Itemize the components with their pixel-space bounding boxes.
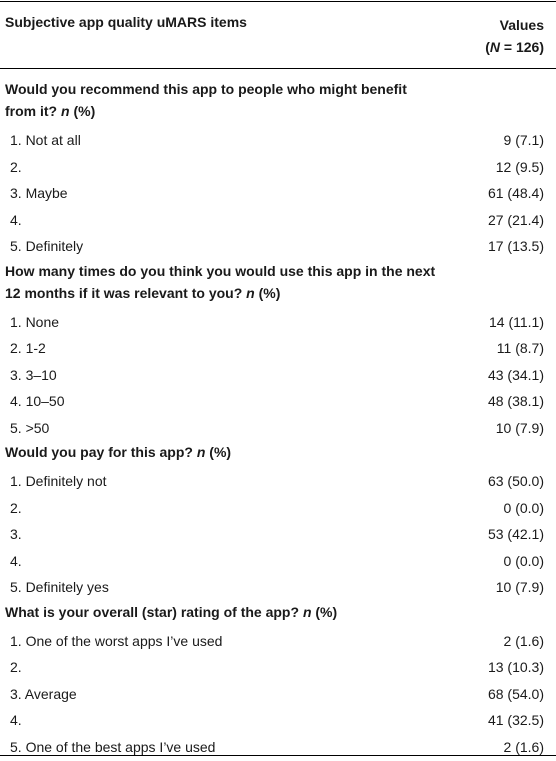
row-value: 10 (7.9)	[495, 419, 544, 436]
row-value: 10 (7.9)	[495, 579, 544, 595]
row-label: 2. 1-2	[10, 340, 46, 356]
table-row	[0, 362, 556, 389]
row-label: 3.	[10, 526, 22, 542]
row-value: 0 (0.0)	[503, 552, 544, 569]
table-bottom-rule	[0, 755, 556, 756]
row-label: 5. >50	[10, 419, 50, 436]
row-label: 2.	[10, 659, 22, 675]
section-recommend	[0, 78, 556, 260]
row-label: 3. Maybe	[10, 185, 68, 201]
row-label: 5. One of the best apps I’ve used	[10, 738, 216, 755]
table-row	[0, 681, 556, 708]
row-value: 2 (1.6)	[503, 632, 544, 649]
row-value: 13 (10.3)	[487, 659, 544, 675]
row-value: 11 (8.7)	[496, 340, 544, 356]
row-value: 2 (1.6)	[503, 738, 544, 755]
table-row	[0, 521, 556, 548]
table-row	[0, 628, 556, 655]
section-title: What is your overall (star) rating of the app? n (%)	[5, 603, 338, 620]
row-label: 4. 10–50	[10, 393, 65, 409]
row-label: 1. One of the worst apps I’ve used	[10, 632, 223, 649]
row-value: 48 (38.1)	[487, 393, 544, 409]
row-value: 68 (54.0)	[487, 685, 544, 702]
section-star-rating	[0, 601, 556, 761]
row-label: 1. None	[10, 313, 60, 330]
table-row	[0, 127, 556, 154]
table-row	[0, 388, 556, 415]
row-value: 0 (0.0)	[503, 499, 544, 516]
table-row	[0, 468, 556, 495]
table-header	[0, 1, 556, 68]
row-label: 5. Definitely yes	[10, 579, 109, 595]
row-label: 1. Not at all	[10, 132, 81, 148]
row-value: 12 (9.5)	[495, 158, 544, 175]
table-row	[0, 734, 556, 761]
row-label: 1. Definitely not	[10, 473, 107, 489]
row-label: 2.	[10, 158, 22, 175]
table-row	[0, 548, 556, 575]
row-value: 63 (50.0)	[487, 473, 544, 489]
table-row	[0, 207, 556, 234]
section-title: Would you recommend this app to people who might benefit from it? n (%)	[5, 81, 407, 119]
section-title: Would you pay for this app? n (%)	[5, 444, 232, 460]
table-row	[0, 495, 556, 522]
table-header-rule	[0, 68, 556, 69]
row-value: 17 (13.5)	[487, 238, 544, 254]
row-value: 14 (11.1)	[489, 313, 544, 330]
table-row	[0, 180, 556, 207]
table-row	[0, 335, 556, 362]
row-value: 9 (7.1)	[503, 132, 544, 148]
section-title: How many times do you think you would use this app in the next 12 months if it was relevant to you? n (%)	[5, 262, 436, 301]
row-label: 4.	[10, 211, 22, 228]
row-value: 43 (34.1)	[487, 366, 544, 383]
table-row	[0, 707, 556, 734]
table-row	[0, 309, 556, 336]
row-label: 3. Average	[10, 685, 77, 702]
row-value: 61 (48.4)	[487, 185, 544, 201]
table-row	[0, 415, 556, 442]
row-value: 53 (42.1)	[487, 526, 544, 542]
row-label: 3. 3–10	[10, 366, 57, 383]
row-label: 2.	[10, 499, 22, 516]
header-sample-size: (N = 126)	[485, 39, 544, 55]
header-values-label: Values	[499, 17, 544, 33]
row-value: 41 (32.5)	[487, 712, 544, 728]
header-values-column	[485, 14, 544, 58]
table-row	[0, 574, 556, 601]
table-row	[0, 154, 556, 181]
row-label: 4.	[10, 712, 22, 728]
table-row	[0, 654, 556, 681]
section-pay	[0, 441, 556, 601]
row-label: 5. Definitely	[10, 238, 84, 254]
table-row	[0, 233, 556, 260]
table-body	[0, 78, 556, 760]
header-items-column: Subjective app quality uMARS items	[5, 14, 247, 30]
section-usage-frequency	[0, 260, 556, 442]
row-label: 4.	[10, 552, 22, 569]
row-value: 27 (21.4)	[487, 211, 544, 228]
